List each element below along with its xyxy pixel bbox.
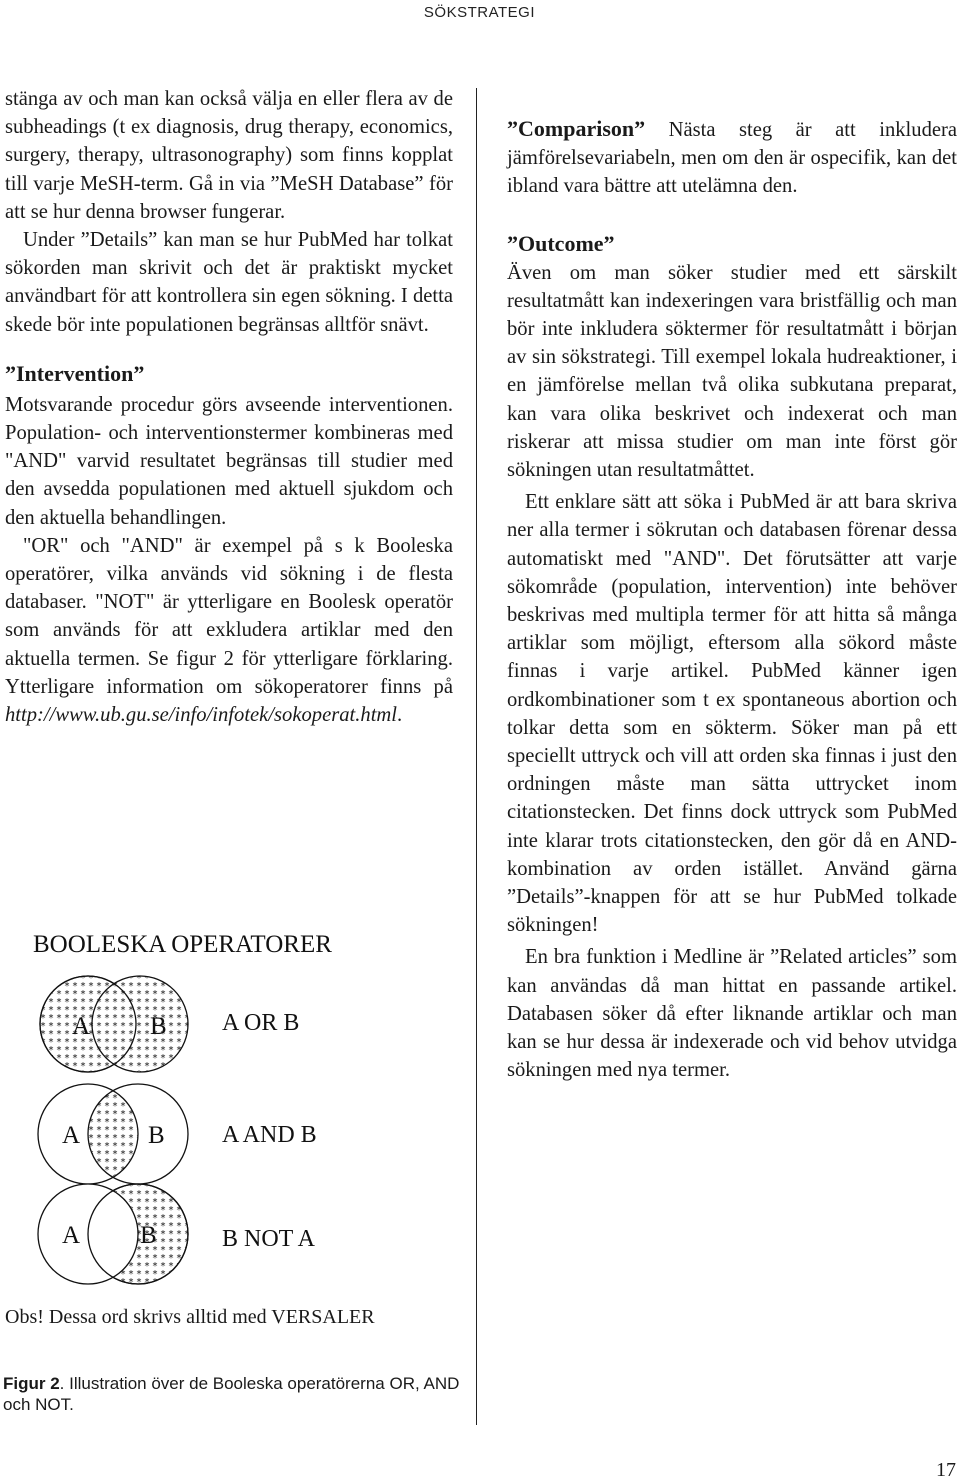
venn-or (40, 976, 299, 1072)
right-paragraph-1-text: Nästa steg är att inkludera jämförelsevariabeln, men om den är ospecifik, kan det ibland vara bättre att utelämna den. (507, 119, 957, 198)
right-paragraph-3: Ett enklare sätt att söka i PubMed är att bara skriva ner alla termer i sökrutan och databasen förenar dessa automatiskt med "AND". Det förutsätter att varje sökområde (population, intervention) inte behöver beskrivas med multipla termer för att hitta så många artiklar som möjligt, eftersom alla sökord måste finnas i varje artikel. PubMed känner igen ordkombinationer som t ex spontaneous abortion och tolkar detta som en sökterm. Söker man på ett speciellt uttryck och vill att orden ska finnas i just den ordningen måste man sätta uttrycket inom citationstecken. Det finns dock uttryck som PubMed inte klarar trots citationstecken, den gör då en AND-kombination av orden istället. Använd gärna ”Details”-knappen för att se hur PubMed tolkade sökningen! (507, 491, 957, 937)
left-column (5, 85, 453, 729)
left-paragraph-4-text: "OR" och "AND" är exempel på s k Booleska operatörer, vilka används vid sökning i de flesta databaser. "NOT" är ytterligare en Boolesk operatör som används för att exkludera artiklar med den aktuella termen. Se figur 2 för ytterligare förklaring. Ytterligare information om sökoperatorer finns på (5, 534, 453, 698)
label-b-or: B (150, 1013, 167, 1040)
figure-note: Obs! Dessa ord skrivs alltid med VERSALER (5, 1306, 375, 1328)
figure-caption (3, 1373, 463, 1415)
caption-label: Figur 2 (3, 1374, 60, 1393)
running-header: SÖKSTRATEGI (423, 4, 535, 21)
operator-label-and: A AND B (222, 1122, 317, 1148)
heading-outcome: ”Outcome” (507, 230, 615, 256)
label-a-or: A (72, 1013, 91, 1040)
page-number: 17 (936, 1459, 956, 1481)
label-a-and: A (62, 1122, 81, 1149)
boolean-operators-figure (0, 900, 470, 1300)
venn-not (38, 1184, 316, 1284)
right-paragraph-2: Även om man söker studier med ett särskilt resultatmått kan indexeringen vara bristfällig och man bör inte inkludera söktermer för resultatmått i början av sin sökstrategi. Till exempel lokala hudreaktioner, i en jämförelse mellan två olika subkutana preparat, kan vara olika beskrivet och indexerat och man riskerar att missa studier om man inte först gör sökningen utan resultatmåttet. (507, 261, 957, 482)
figure-title: BOOLESKA OPERATORER (33, 931, 332, 958)
right-paragraph-1 (507, 115, 957, 201)
label-b-not: B (140, 1222, 157, 1249)
circle-b-or (92, 976, 188, 1072)
operator-label-or: A OR B (222, 1010, 300, 1036)
label-b-and: B (148, 1122, 165, 1149)
right-column (507, 115, 957, 1085)
left-paragraph-3: Motsvarande procedur görs avseende interventionen. Population- och interventionstermer kombineras med "AND" varvid resultatet begränsas till studier med den avsedda populationen med aktuell sjukdom och den aktuella behandlingen. (5, 393, 453, 529)
right-paragraph-4: En bra funktion i Medline är ”Related articles” som kan användas då man hittat en passande artikel. Databasen söker då efter liknande artiklar och man kan se hur dessa är indexerade och vid behov utvidga sökningen med nya termer. (507, 946, 957, 1082)
left-paragraph-4 (5, 532, 453, 729)
operator-label-not: B NOT A (222, 1226, 315, 1252)
sokoperat-link[interactable]: http://www.ub.gu.se/info/infotek/sokoperat.html (5, 704, 398, 727)
venn-and (38, 1084, 317, 1184)
heading-intervention: ”Intervention” (5, 360, 145, 386)
column-divider (476, 88, 477, 1425)
label-a-not: A (62, 1222, 81, 1249)
left-paragraph-4-end: . (397, 704, 403, 727)
heading-comparison: ”Comparison” (507, 116, 646, 141)
caption-text: . Illustration över de Booleska operatörerna OR, AND och NOT. (3, 1374, 460, 1414)
left-paragraph-2: Under ”Details” kan man se hur PubMed har tolkat sökorden man skrivit och det är praktiskt mycket användbart för att kontrollera sin egen sökning. I detta skede bör inte populationen begränsas alltför snävt. (5, 229, 453, 336)
left-paragraph-1: stänga av och man kan också välja en eller flera av de subheadings (t ex diagnosis, drug therapy, economics, surgery, therapy, ultrasonography) som finns kopplat till varje MeSH-term. Gå in via ”MeSH Database” för att se hur denna browser fungerar. (5, 88, 453, 223)
